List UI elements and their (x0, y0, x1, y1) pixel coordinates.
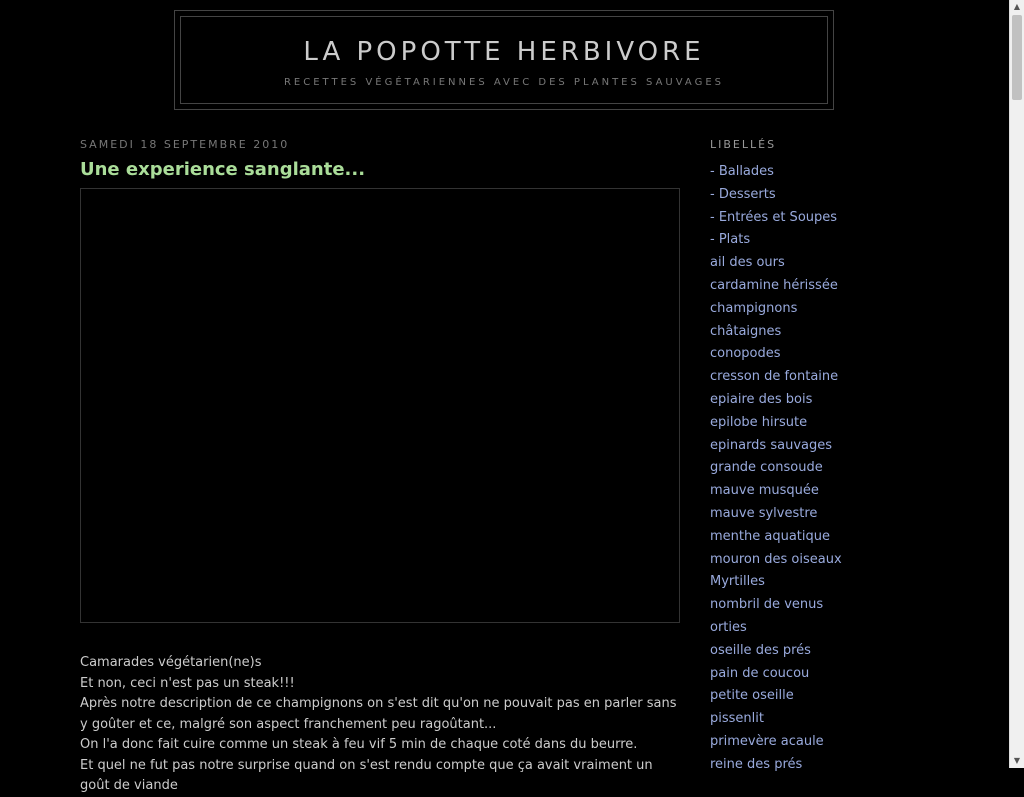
vertical-scrollbar[interactable] (1009, 0, 1024, 768)
label-link[interactable]: pissenlit (710, 711, 764, 727)
label-link[interactable]: - Entrées et Soupes (710, 209, 838, 225)
label-link[interactable]: - Desserts (710, 186, 776, 202)
scroll-up-arrow-icon[interactable]: ▲ (1010, 0, 1024, 14)
scroll-down-arrow-icon[interactable]: ▼ (1010, 754, 1024, 768)
label-link[interactable]: oseille des prés (710, 642, 811, 658)
post-title: Une experience sanglante... (80, 159, 366, 180)
sidebar (710, 138, 870, 777)
label-link[interactable]: nombril de venus (710, 597, 824, 613)
labels-heading: LIBELLÉS (710, 138, 777, 151)
label-link[interactable]: menthe aquatique (710, 528, 830, 544)
blog-title-link[interactable]: LA POPOTTE HERBIVORE (303, 37, 705, 67)
label-link[interactable]: cardamine hérissée (710, 277, 838, 293)
label-list (710, 161, 870, 777)
label-link[interactable]: - Plats (710, 232, 751, 248)
label-link[interactable]: epilobe hirsute (710, 414, 808, 430)
label-link[interactable]: mauve musquée (710, 483, 819, 499)
embedded-video[interactable] (80, 188, 680, 623)
label-link[interactable]: conopodes (710, 346, 781, 362)
post-paragraph: Et non, ceci n'est pas un steak!!! (80, 675, 295, 691)
label-link[interactable]: reine des prés (710, 756, 803, 772)
post-paragraph: Après notre description de ce champignons on s'est dit qu'on ne pouvait pas en parler sans y goûter et ce, malgré son aspect franchement peu ragoûtant... (80, 696, 677, 732)
label-link[interactable]: cresson de fontaine (710, 369, 839, 385)
blog-header (174, 10, 834, 110)
label-link[interactable]: châtaignes (710, 323, 782, 339)
label-link[interactable]: Myrtilles (710, 574, 765, 590)
label-link[interactable]: epinards sauvages (710, 437, 833, 453)
main-column (80, 138, 680, 797)
post-paragraph: On l'a donc fait cuire comme un steak à feu vif 5 min de chaque coté dans du beurre. (80, 737, 638, 752)
label-link[interactable]: ail des ours (710, 255, 785, 271)
post-date: SAMEDI 18 SEPTEMBRE 2010 (80, 138, 290, 151)
label-link[interactable]: orties (710, 619, 747, 635)
blog-description: RECETTES VÉGÉTARIENNES AVEC DES PLANTES SAUVAGES (283, 77, 725, 88)
label-link[interactable]: mauve sylvestre (710, 505, 818, 521)
label-link[interactable]: champignons (710, 300, 798, 316)
label-link[interactable]: - Ballades (710, 164, 774, 179)
post-paragraph: Camarades végétarien(ne)s (80, 655, 262, 670)
scrollbar-thumb[interactable] (1012, 15, 1022, 100)
blog-header-inner (180, 16, 828, 104)
post-paragraph: Et quel ne fut pas notre surprise quand on s'est rendu compte que ça avait vraiment un goût de viande (80, 757, 653, 793)
label-link[interactable]: grande consoude (710, 460, 823, 476)
label-link[interactable]: pain de coucou (710, 665, 810, 681)
label-link[interactable]: epiaire des bois (710, 391, 813, 407)
label-link[interactable]: petite oseille (710, 688, 794, 704)
label-link[interactable]: primevère acaule (710, 733, 824, 749)
post-body (80, 653, 680, 797)
label-link[interactable]: mouron des oiseaux (710, 551, 842, 567)
